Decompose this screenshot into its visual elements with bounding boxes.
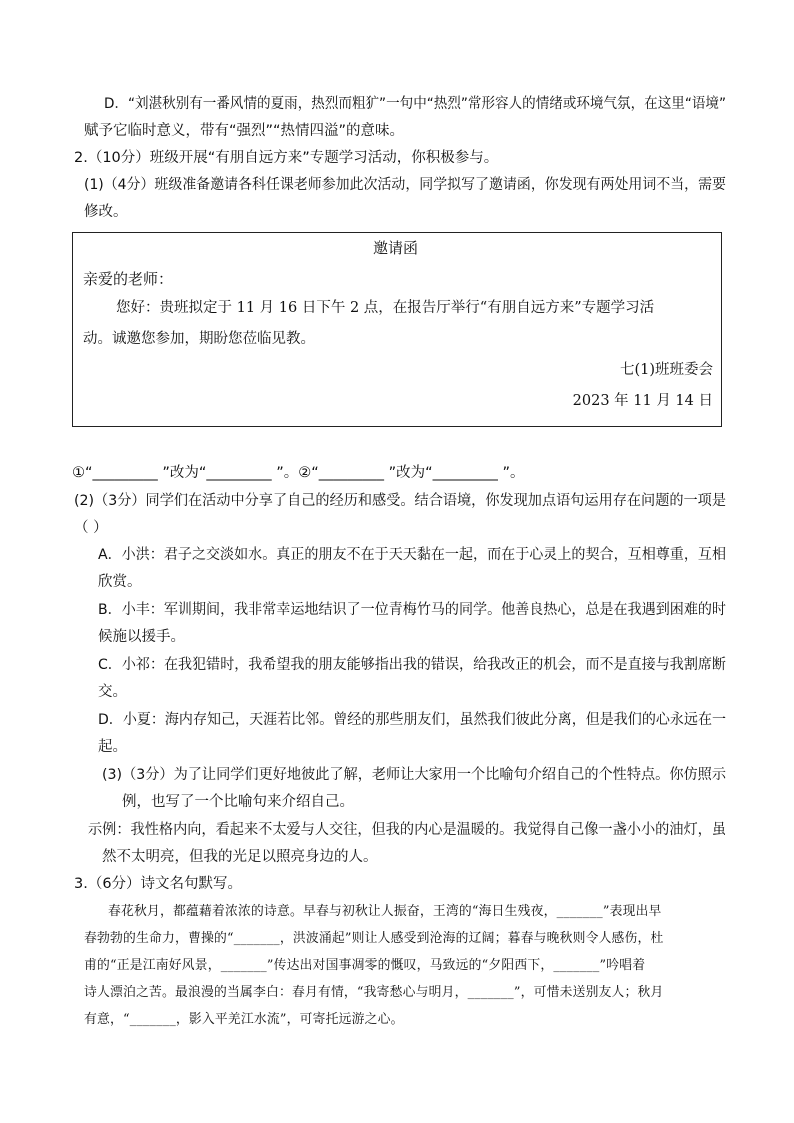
option-a-line-2: 欣赏。 bbox=[98, 574, 142, 590]
option-b-line-1: B．小丰：军训期间，我非常幸运地结识了一位青梅竹马的同学。他善良热心，总是在我遇到困难的时 bbox=[98, 602, 726, 618]
letter-body-line-2: 动。诚邀您参加，期盼您莅临见教。 bbox=[83, 331, 315, 347]
q3-passage-line-5: 有意，“_______，影入平羌江水流”，可寄托远游之心。 bbox=[84, 1012, 404, 1027]
option-c-line-2: 交。 bbox=[98, 684, 127, 700]
q1-option-d-line-1: D．“刘湛秋别有一番风情的夏雨，热烈而粗犷”一句中“热烈”常形容人的情绪或环境气氛，在这里“语境” bbox=[104, 96, 726, 112]
q2-stem: 2.（10分）班级开展“有朋自远方来”专题学习活动，你积极参与。 bbox=[74, 150, 499, 166]
q2-sub2-line-1: (2)（3分）同学们在活动中分享了自己的经历和感受。结合语境，你发现加点语句运用存在问题的一项是 bbox=[74, 493, 727, 509]
q2-sub1-fill-blanks: ①“_________ ”改为“_________ ”。②“_________ ”改为“_________ ”。 bbox=[72, 465, 525, 481]
q2-sub3-line-1: (3)（3分）为了让同学们更好地彼此了解，老师让大家用一个比喻句介绍自己的个性特点。你仿照示 bbox=[102, 767, 727, 783]
option-c-line-1: C．小祁：在我犯错时，我希望我的朋友能够指出我的错误，给我改正的机会，而不是直接与我割席断 bbox=[98, 657, 726, 673]
letter-signature: 七(1)班班委会 bbox=[619, 362, 713, 378]
option-b-line-2: 候施以援手。 bbox=[98, 629, 185, 645]
q3-passage-line-3: 甫的“正是江南好风景，_______”传达出对国事凋零的慨叹，马致远的“夕阳西下，_______”吟唱着 bbox=[84, 958, 646, 973]
q2-sub2-answer-bracket: （ ） bbox=[74, 520, 108, 536]
letter-salutation: 亲爱的老师： bbox=[83, 270, 174, 288]
letter-date: 2023 年 11 月 14 日 bbox=[572, 393, 713, 409]
q2-sub1-line-1: (1)（4分）班级准备邀请各科任课老师参加此次活动，同学拟写了邀请函，你发现有两处用词不当，需要 bbox=[84, 177, 726, 193]
q2-example-line-2: 然不太明亮，但我的光足以照亮身边的人。 bbox=[102, 849, 378, 865]
option-d-line-2: 起。 bbox=[98, 739, 127, 755]
option-d-line-1: D．小夏：海内存知己，天涯若比邻。曾经的那些朋友们，虽然我们彼此分离，但是我们的心永远在一 bbox=[98, 712, 727, 728]
q2-sub3-line-2: 例，也写了一个比喻句来介绍自己。 bbox=[122, 794, 354, 810]
q2-example-line-1: 示例：我性格内向，看起来不太爱与人交往，但我的内心是温暖的。我觉得自己像一盏小小的油灯，虽 bbox=[88, 822, 727, 838]
q1-option-d-line-2: 赋予它临时意义，带有“强烈”“热情四溢”的意味。 bbox=[84, 123, 405, 139]
q3-passage-line-2: 春勃勃的生命力，曹操的“_______，洪波涌起”则让人感受到沧海的辽阔；暮春与晚秋则令人感伤，杜 bbox=[84, 931, 664, 946]
q3-stem: 3.（6分）诗文名句默写。 bbox=[74, 876, 243, 892]
letter-body-line-1: 您好：贵班拟定于 11 月 16 日下午 2 点，在报告厅举行“有朋自远方来”专题学习活 bbox=[116, 300, 655, 316]
q2-sub1-line-2: 修改。 bbox=[84, 204, 128, 220]
q3-passage-line-1: 春花秋月，都蕴藉着浓浓的诗意。早春与初秋让人振奋，王湾的“海日生残夜，_______”表现出早 bbox=[108, 904, 662, 919]
letter-title: 邀请函 bbox=[373, 239, 419, 257]
invitation-letter-box bbox=[72, 232, 722, 427]
option-a-line-1: A．小洪：君子之交淡如水。真正的朋友不在于天天黏在一起，而在于心灵上的契合，互相尊重，互相 bbox=[98, 547, 727, 563]
q3-passage-line-4: 诗人漂泊之苦。最浪漫的当属李白：春月有情，“我寄愁心与明月，_______”，可惜未送别友人；秋月 bbox=[84, 985, 664, 1000]
